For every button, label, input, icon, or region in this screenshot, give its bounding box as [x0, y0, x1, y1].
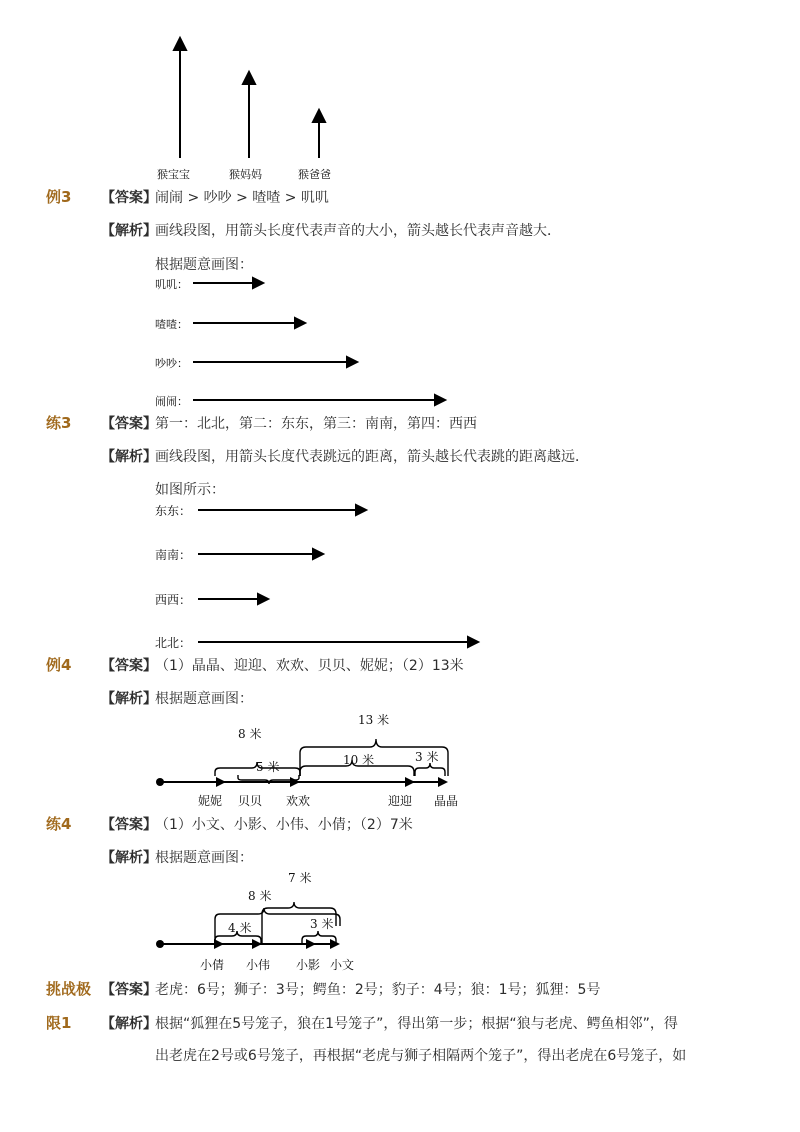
ex4-distance-diagram [150, 708, 470, 810]
monkey-arrow-diagram [140, 30, 370, 170]
name-yingying: 迎迎 [388, 794, 413, 808]
pr4-distance-diagram [150, 866, 360, 976]
ex3-figure-intro: 根据题意画图： [155, 257, 253, 273]
pr4-analysis-tag: 【解析】 [101, 850, 157, 866]
name-nini: 妮妮 [198, 794, 223, 808]
ex3-arrows [185, 270, 455, 410]
ex4-answer: （1）晶晶、迎迎、欢欢、贝贝、妮妮；（2）13米 [155, 658, 464, 674]
pr4-answer: （1）小文、小影、小伟、小倩；（2）7米 [155, 817, 413, 833]
pr3-row-nannan: 南南： [155, 548, 192, 562]
name-beibei: 贝贝 [238, 794, 263, 808]
brace-7m: 7 米 [288, 871, 312, 885]
challenge-label-2: 限1 [46, 1014, 72, 1032]
challenge-answer: 老虎：6号；狮子：3号；鳄鱼：2号；豹子：4号；狼：1号；狐狸：5号 [155, 982, 601, 998]
pr3-row-xixi: 西西： [155, 593, 192, 607]
name-huanhuan: 欢欢 [286, 794, 311, 808]
ex4-answer-tag: 【答案】 [101, 658, 157, 674]
label-baby: 猴宝宝 [157, 168, 190, 181]
brace-13m: 13 米 [358, 713, 390, 727]
ex3-analysis: 画线段图，用箭头长度代表声音的大小，箭头越长代表声音越大． [155, 223, 561, 239]
name-xiaowei: 小伟 [246, 958, 271, 972]
pr4-answer-tag: 【答案】 [101, 817, 157, 833]
pr4-figure-intro: 根据题意画图： [155, 850, 253, 866]
ex3-row-chaochao: 吵吵： [155, 357, 188, 370]
brace-3m: 3 米 [415, 750, 439, 764]
label-mom: 猴妈妈 [229, 168, 262, 181]
pr3-analysis-tag: 【解析】 [101, 449, 157, 465]
brace-8m: 8 米 [248, 889, 272, 903]
challenge-answer-tag: 【答案】 [101, 982, 157, 998]
brace-5m: 5 米 [256, 760, 280, 774]
brace-3m: 3 米 [310, 917, 334, 931]
ex3-row-jiji: 叽叽： [155, 278, 188, 291]
challenge-label: 挑战极 [46, 980, 92, 998]
ex3-analysis-tag: 【解析】 [101, 223, 157, 239]
label-dad: 猴爸爸 [298, 168, 331, 181]
brace-4m: 4 米 [228, 921, 252, 935]
brace-8m: 8 米 [238, 727, 262, 741]
pr3-answer: 第一：北北，第二：东东，第三：南南，第四：西西 [155, 416, 477, 432]
pr3-figure-intro: 如图所示： [155, 482, 225, 498]
name-xiaoying: 小影 [296, 958, 321, 972]
ex3-answer: 闹闹 > 吵吵 > 喳喳 > 叽叽 [155, 190, 329, 206]
ex3-label: 例3 [46, 188, 72, 206]
challenge-analysis-tag: 【解析】 [101, 1016, 157, 1032]
ex3-answer-tag: 【答案】 [101, 190, 157, 206]
name-xiaoqian: 小倩 [200, 958, 225, 972]
ex4-analysis-tag: 【解析】 [101, 691, 157, 707]
challenge-analysis-line2: 出老虎在2号或6号笼子，再根据“老虎与狮子相隔两个笼子”，得出老虎在6号笼子，如 [155, 1048, 687, 1064]
challenge-analysis-line1: 根据“狐狸在5号笼子，狼在1号笼子”，得出第一步；根据“狼与老虎、鳄鱼相邻”，得 [155, 1016, 678, 1032]
ex4-figure-intro: 根据题意画图： [155, 691, 253, 707]
name-jingjing: 晶晶 [434, 794, 459, 808]
brace-10m: 10 米 [343, 753, 375, 767]
pr3-arrows [190, 495, 490, 655]
pr3-analysis: 画线段图，用箭头长度代表跳远的距离，箭头越长代表跳的距离越远． [155, 449, 589, 465]
pr3-label: 练3 [46, 414, 72, 432]
pr3-row-beibei: 北北： [155, 636, 192, 650]
ex4-label: 例4 [46, 656, 72, 674]
ex3-row-naonao: 闹闹： [155, 395, 188, 408]
ex3-row-zhazha: 喳喳： [155, 318, 188, 331]
name-xiaowen: 小文 [330, 958, 355, 972]
pr3-row-dongdong: 东东： [155, 504, 192, 518]
pr4-label: 练4 [46, 815, 72, 833]
pr3-answer-tag: 【答案】 [101, 416, 157, 432]
